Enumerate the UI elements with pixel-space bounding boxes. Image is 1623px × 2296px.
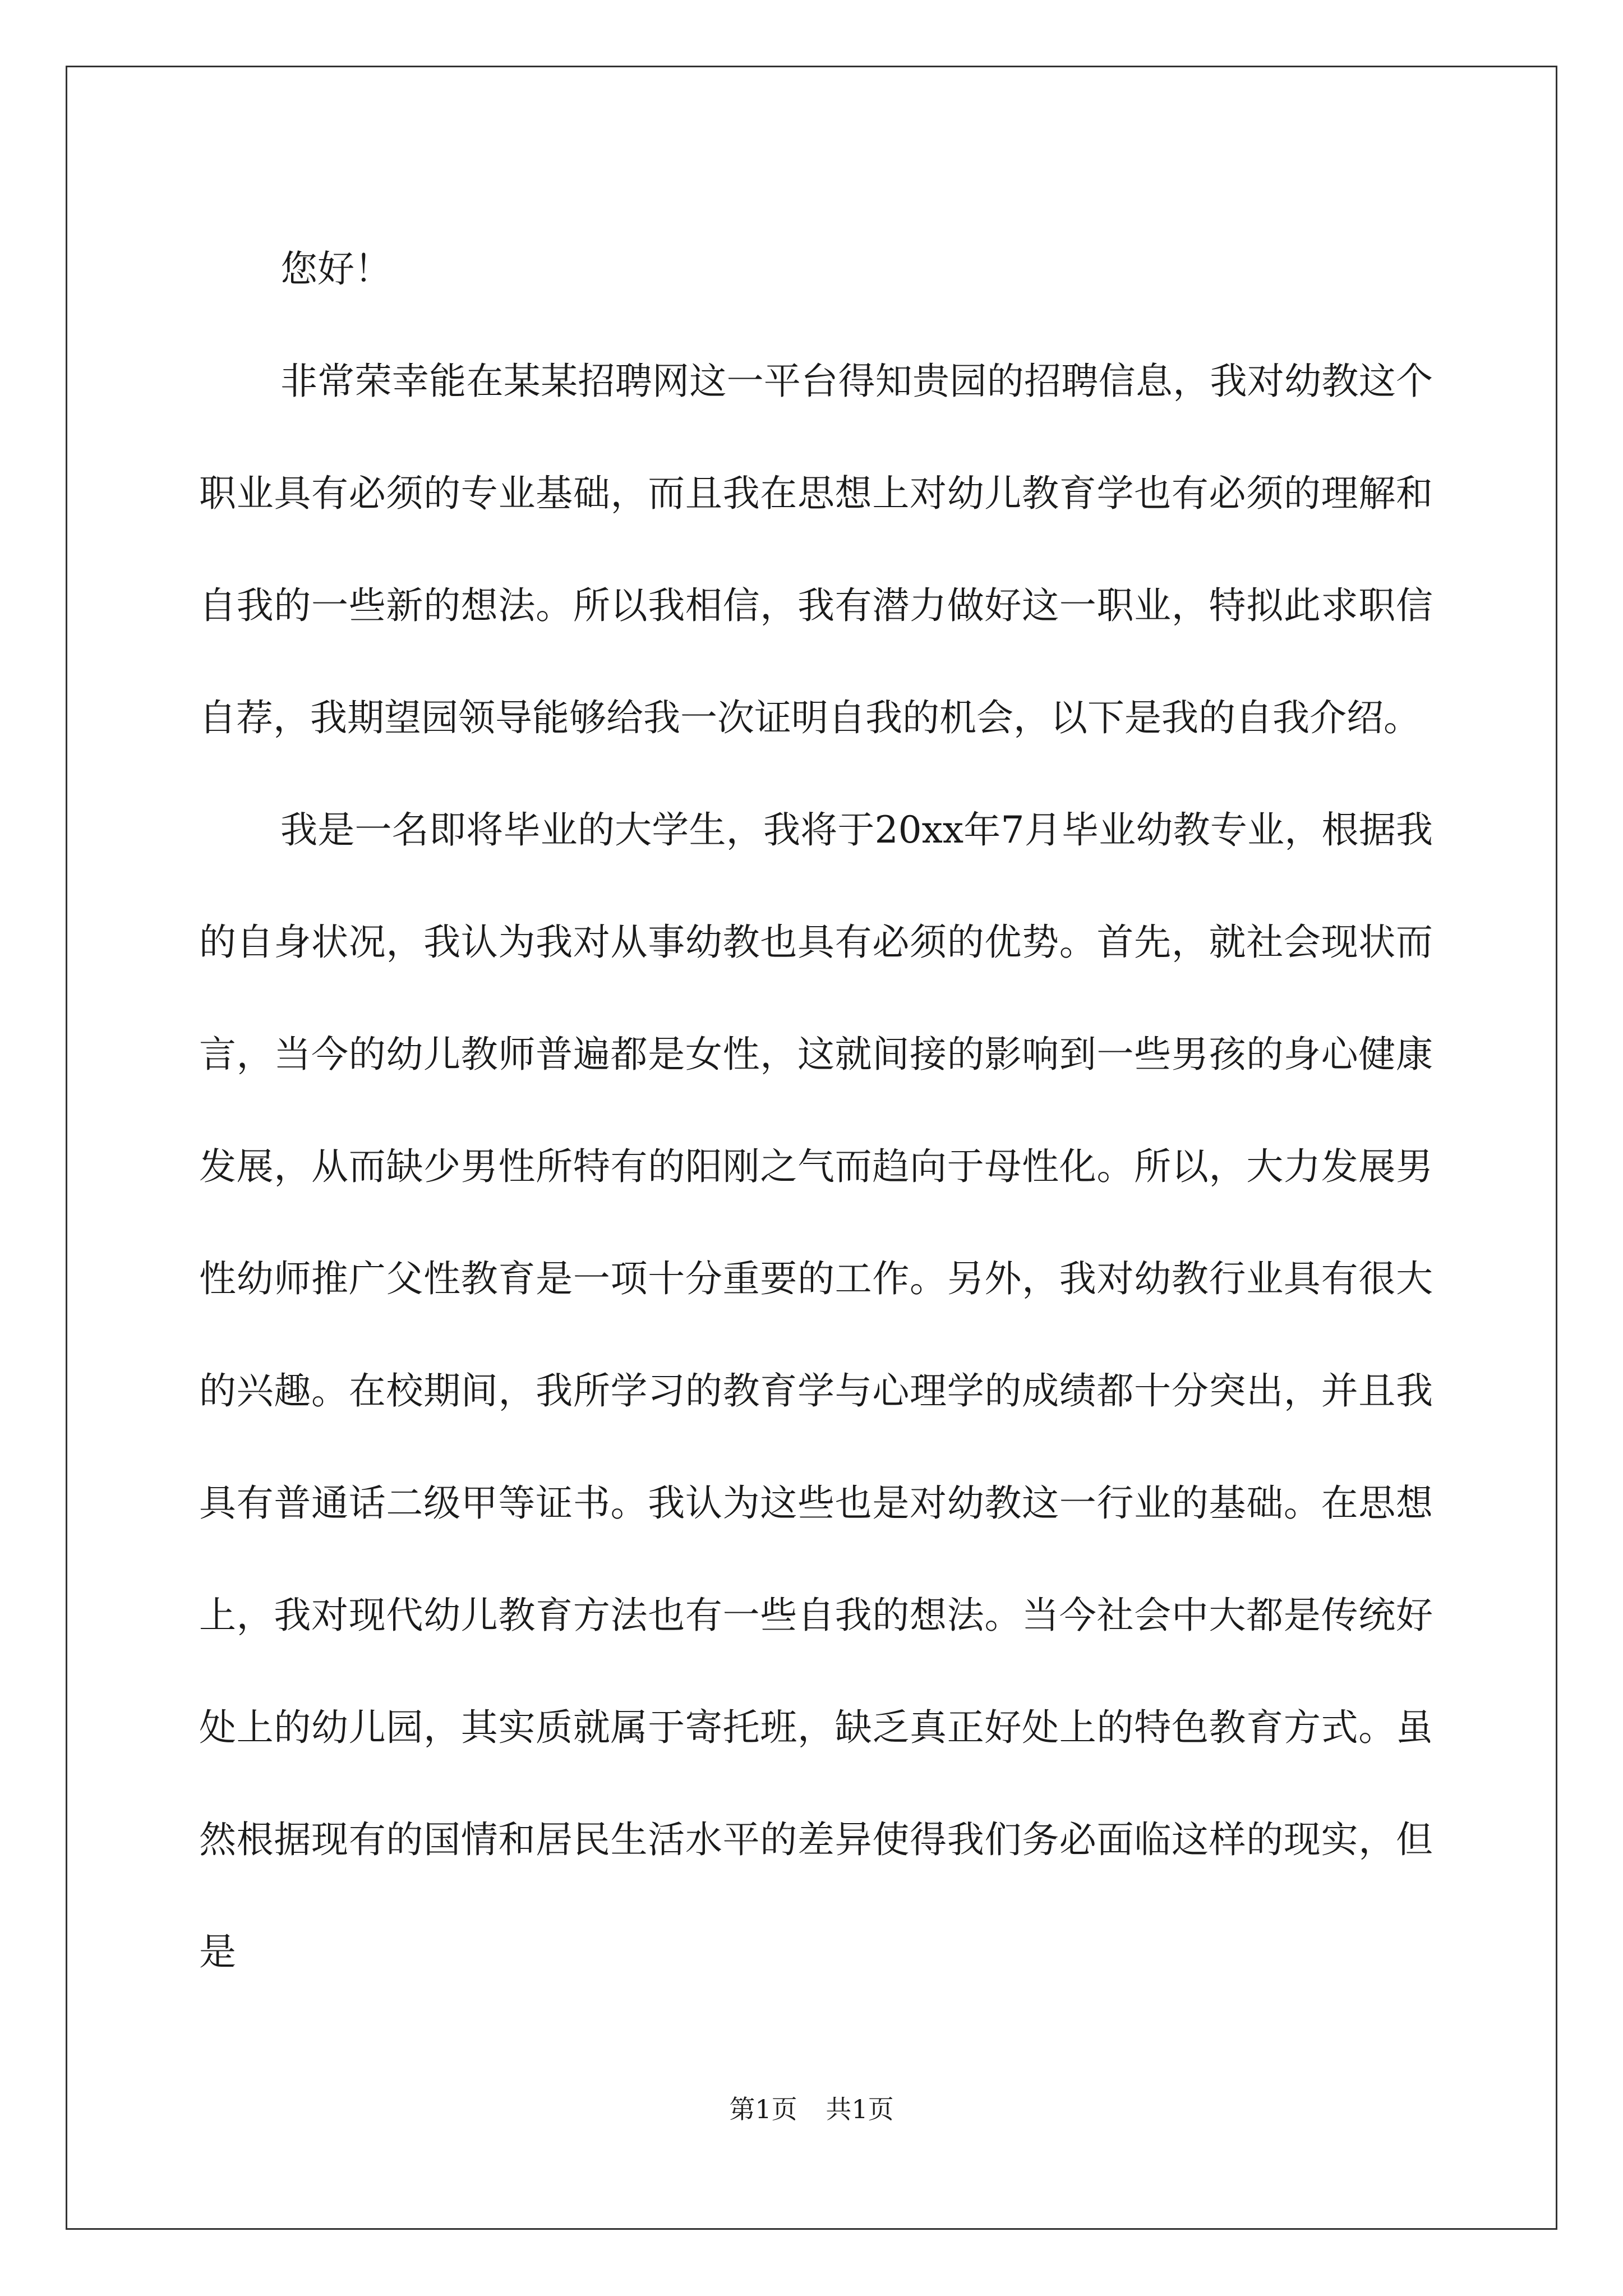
paragraph-intro: 非常荣幸能在某某招聘网这一平台得知贵园的招聘信息，我对幼教这个职业具有必须的专业基础，而且我在思想上对幼儿教育学也有必须的理解和自我的一些新的想法。所以我相信，我有潜力做好这一职业，特拟此求职信自荐，我期望园领导能够给我一次证明自我的机会，以下是我的自我介绍。: [199, 360, 1433, 739]
letter-body: [199, 213, 1433, 2008]
page-footer: [0, 2092, 1623, 2126]
paragraph-self-introduction: 我是一名即将毕业的大学生，我将于20xx年7月毕业幼教专业，根据我的自身状况，我认为我对从事幼教也具有必须的优势。首先，就社会现状而言，当今的幼儿教师普遍都是女性，这就间接的影响到一些男孩的身心健康发展，从而缺少男性所特有的阳刚之气而趋向于母性化。所以，大力发展男性幼师推广父性教育是一项十分重要的工作。另外，我对幼教行业具有很大的兴趣。在校期间，我所学习的教育学与心理学的成绩都十分突出，并且我具有普通话二级甲等证书。我认为这些也是对幼教这一行业的基础。在思想上，我对现代幼儿教育方法也有一些自我的想法。当今社会中大都是传统好处上的幼儿园，其实质就属于寄托班，缺乏真正好处上的特色教育方式。虽然根据现有的国情和居民生活水平的差异使得我们务必面临这样的现实，但是: [199, 808, 1433, 1973]
page-number: 第1页: [729, 2094, 797, 2124]
page-total: 共1页: [826, 2094, 894, 2124]
salutation: 您好！: [280, 247, 391, 291]
